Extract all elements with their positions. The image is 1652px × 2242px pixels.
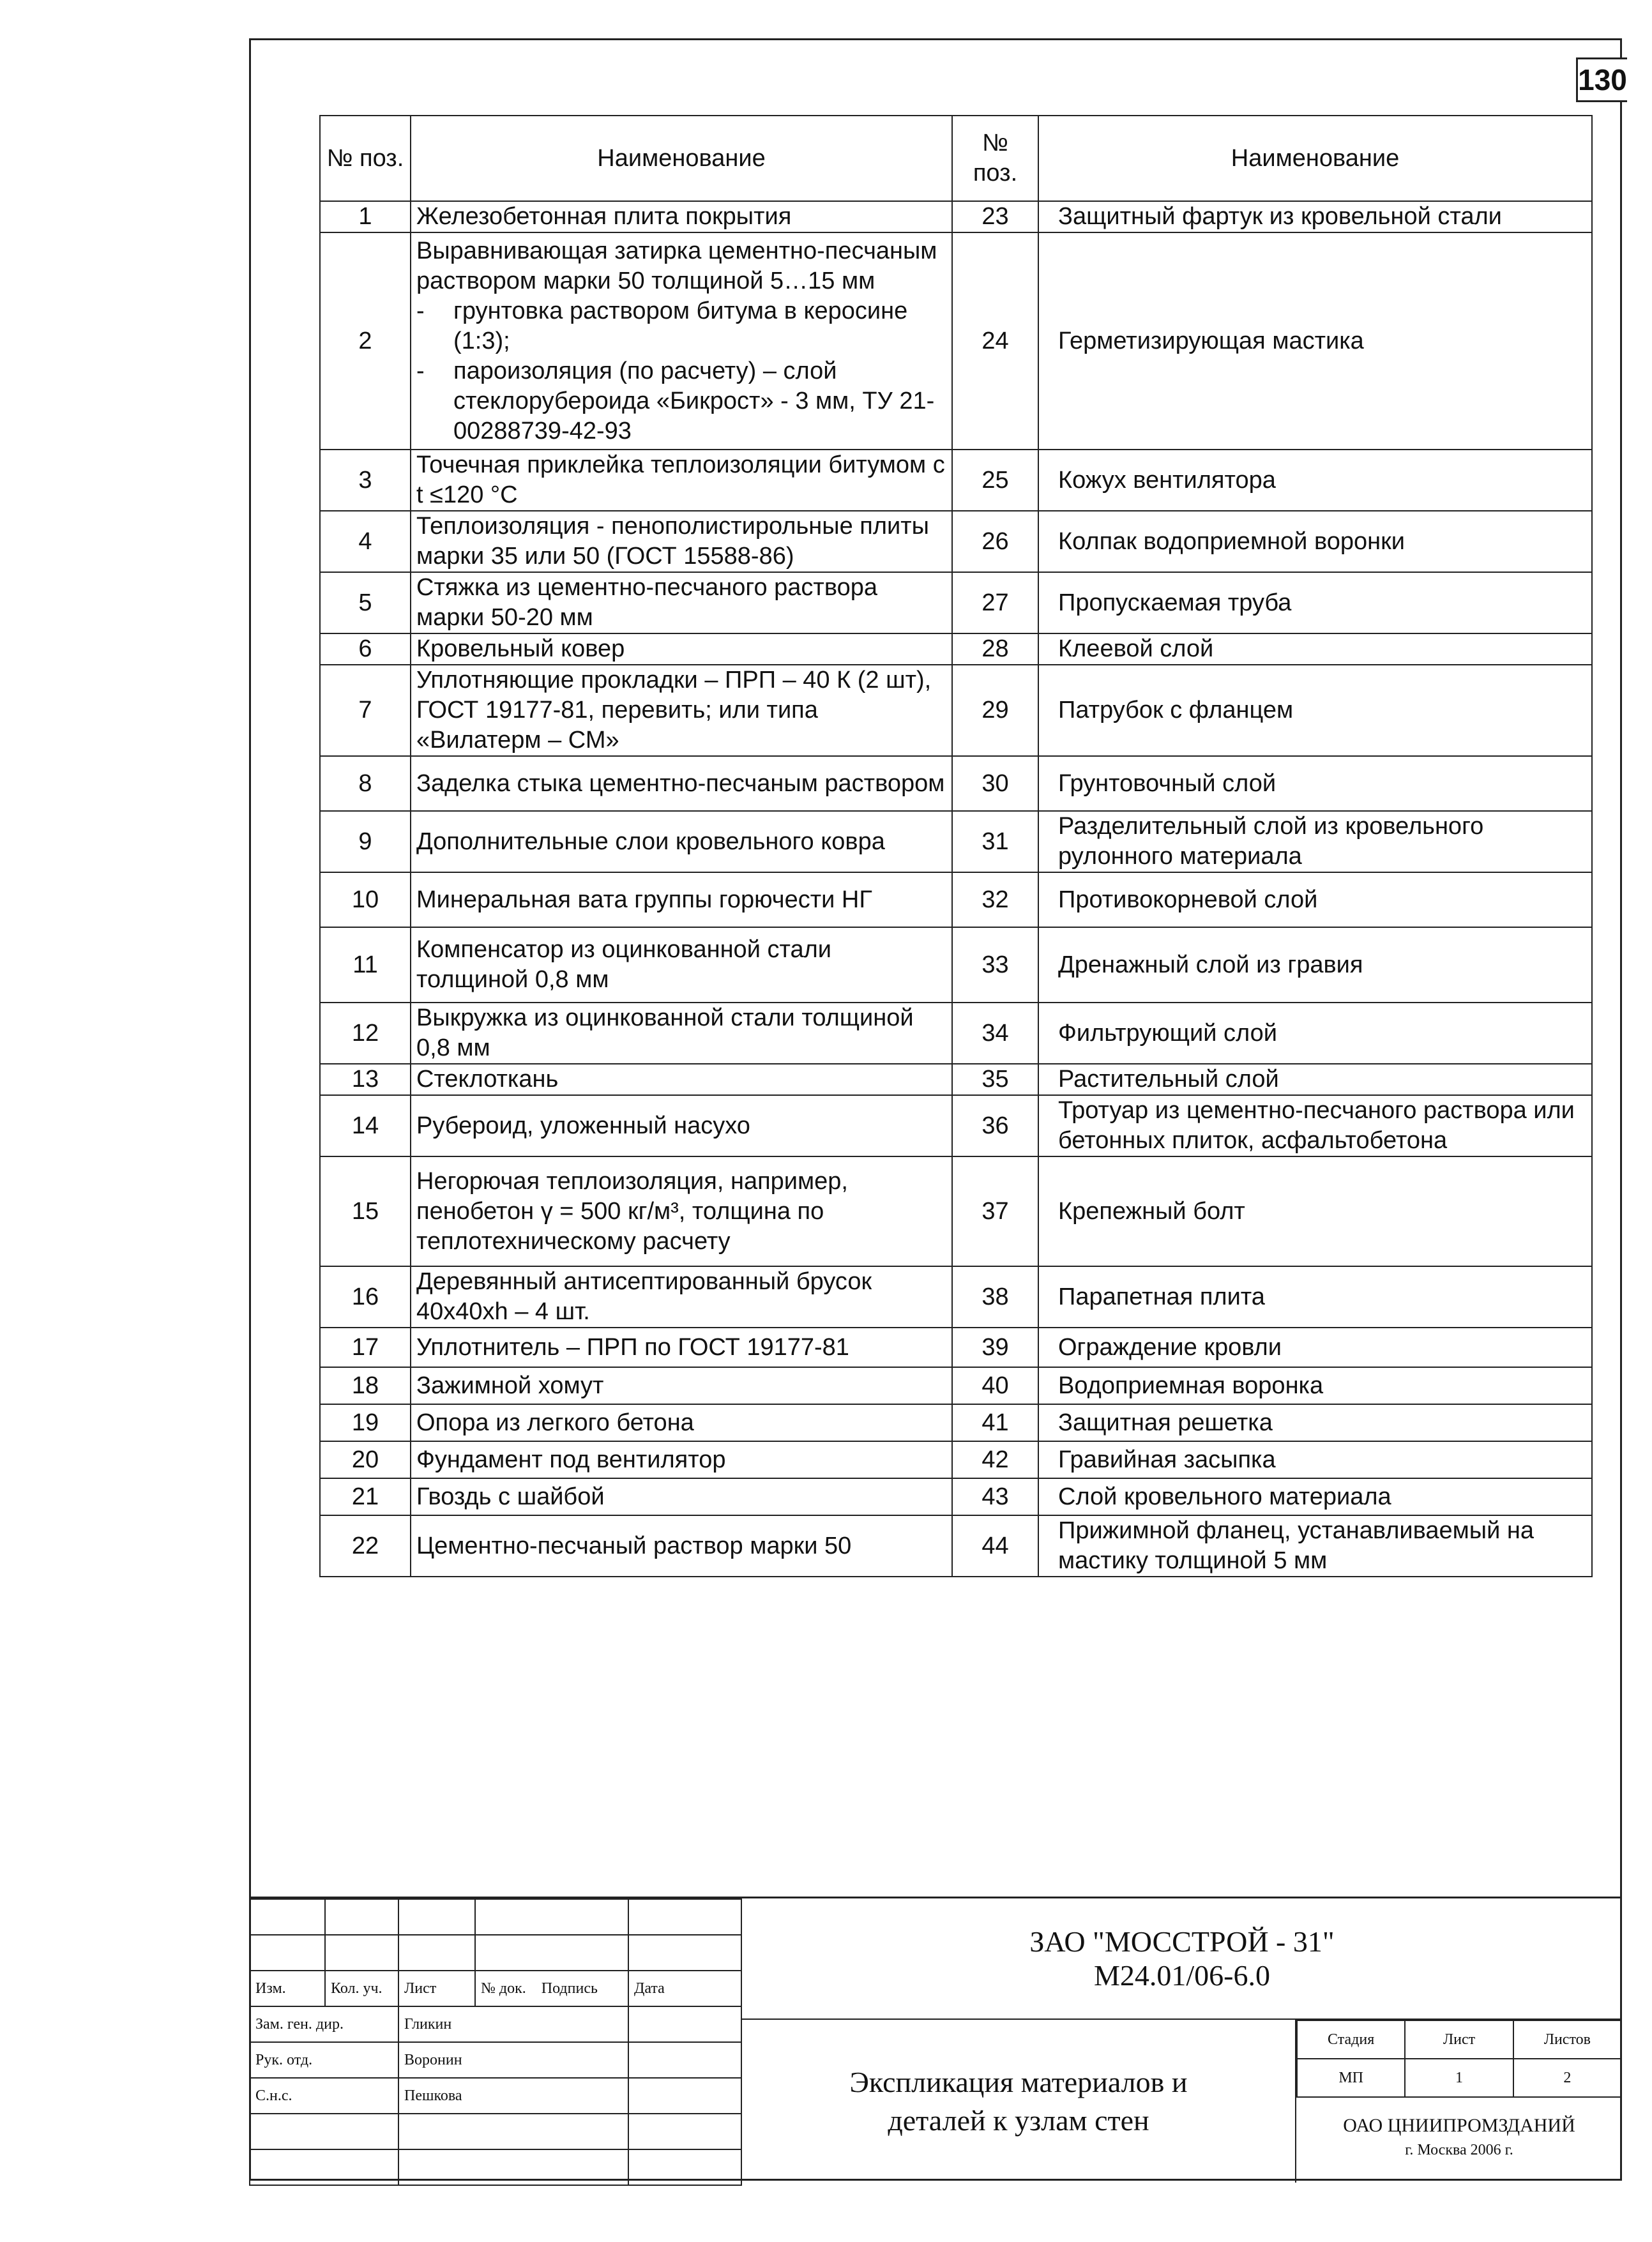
position-number-right: 42	[952, 1441, 1038, 1478]
table-row	[320, 1003, 1592, 1064]
col-izm: Изм.	[250, 1971, 325, 2006]
table-row	[320, 1367, 1592, 1404]
position-number-left: 17	[320, 1328, 411, 1367]
position-number-left: 15	[320, 1156, 411, 1266]
position-number-left: 14	[320, 1095, 411, 1156]
company-block	[1296, 2091, 1622, 2183]
role-name: Воронин	[398, 2042, 628, 2078]
table-row	[320, 1095, 1592, 1156]
item-name-left: Кровельный ковер	[411, 633, 952, 665]
document-title: Экспликация материалов и деталей к узлам стен	[741, 2020, 1296, 2183]
position-number-left: 22	[320, 1515, 411, 1577]
item-name-right: Водоприемная воронка	[1038, 1367, 1592, 1404]
organization-name: ЗАО "МОССТРОЙ - 31"	[1029, 1925, 1335, 1958]
table-row	[320, 572, 1592, 633]
item-name-right: Пропускаемая труба	[1038, 572, 1592, 633]
table-row	[320, 1328, 1592, 1367]
header-num-right: № поз.	[952, 116, 1038, 201]
position-number-right: 38	[952, 1266, 1038, 1328]
stage-table	[1296, 2020, 1622, 2098]
item-name-left: Гвоздь с шайбой	[411, 1478, 952, 1515]
position-number-left: 5	[320, 572, 411, 633]
item-sub-point: - пароизоляция (по расчету) – слой стеклоруберoида «Бикрост» - 3 мм, ТУ 21-00288739-42-93	[416, 357, 935, 444]
page-number: 130	[1576, 57, 1627, 102]
role-label: Зам. ген. дир.	[250, 2006, 398, 2042]
stage-value: МП	[1297, 2059, 1405, 2097]
position-number-left: 4	[320, 511, 411, 572]
position-number-left: 21	[320, 1478, 411, 1515]
item-name-right: Клеевой слой	[1038, 633, 1592, 665]
item-name-right: Колпак водоприемной воронки	[1038, 511, 1592, 572]
sheets-value: 2	[1513, 2059, 1621, 2097]
item-name-right: Герметизирующая мастика	[1038, 232, 1592, 450]
table-row	[320, 511, 1592, 572]
position-number-right: 31	[952, 811, 1038, 872]
position-number-left: 8	[320, 756, 411, 811]
position-number-left: 13	[320, 1064, 411, 1095]
position-number-left: 19	[320, 1404, 411, 1441]
item-name-left: Выкружка из оцинкованной стали толщиной 0,8 мм	[411, 1003, 952, 1064]
position-number-right: 27	[952, 572, 1038, 633]
col-podpis: Подпись	[541, 1980, 598, 1997]
item-name-left: Уплотнитель – ПРП по ГОСТ 19177-81	[411, 1328, 952, 1367]
position-number-left: 12	[320, 1003, 411, 1064]
item-name-left: Минеральная вата группы горючести НГ	[411, 872, 952, 927]
table-row	[320, 1515, 1592, 1577]
signature-row	[250, 2006, 741, 2042]
table-row	[320, 1156, 1592, 1266]
col-data: Дата	[628, 1971, 741, 2006]
position-number-left: 2	[320, 232, 411, 450]
role-label: Рук. отд.	[250, 2042, 398, 2078]
role-name: Пешкова	[398, 2078, 628, 2114]
item-name-left	[411, 232, 952, 450]
position-number-right: 33	[952, 927, 1038, 1003]
sheet-header: Лист	[1405, 2020, 1513, 2059]
item-name-right: Крепежный болт	[1038, 1156, 1592, 1266]
role-label: С.н.с.	[250, 2078, 398, 2114]
position-number-right: 41	[952, 1404, 1038, 1441]
revision-table	[249, 1898, 742, 2186]
item-name-left: Точечная приклейка теплоизоляции битумом с t ≤120 °С	[411, 450, 952, 511]
position-number-right: 44	[952, 1515, 1038, 1577]
table-row	[320, 232, 1592, 450]
position-number-left: 7	[320, 665, 411, 756]
col-kol-uch: Кол. уч.	[325, 1971, 398, 2006]
position-number-left: 10	[320, 872, 411, 927]
signature-row	[250, 2078, 741, 2114]
item-name-right: Парапетная плита	[1038, 1266, 1592, 1328]
position-number-left: 1	[320, 201, 411, 232]
position-number-right: 24	[952, 232, 1038, 450]
position-number-right: 23	[952, 201, 1038, 232]
item-name-left: Опора из легкого бетона	[411, 1404, 952, 1441]
position-number-right: 30	[952, 756, 1038, 811]
item-name-left: Железобетонная плита покрытия	[411, 201, 952, 232]
header-name-right: Наименование	[1038, 116, 1592, 201]
table-row	[320, 201, 1592, 232]
position-number-right: 34	[952, 1003, 1038, 1064]
item-name-left: Фундамент под вентилятор	[411, 1441, 952, 1478]
company-name: ОАО ЦНИИПРОМЗДАНИЙ	[1343, 2115, 1575, 2136]
position-number-left: 6	[320, 633, 411, 665]
position-number-left: 18	[320, 1367, 411, 1404]
item-name-right: Защитная решетка	[1038, 1404, 1592, 1441]
item-name-right: Слой кровельного материала	[1038, 1478, 1592, 1515]
position-number-left: 3	[320, 450, 411, 511]
position-number-right: 37	[952, 1156, 1038, 1266]
position-number-left: 16	[320, 1266, 411, 1328]
role-name: Гликин	[398, 2006, 628, 2042]
table-row	[320, 1266, 1592, 1328]
position-number-right: 26	[952, 511, 1038, 572]
item-name-left: Негорючая теплоизоляция, например, пенобетон γ = 500 кг/м³, толщина по теплотехническому расчету	[411, 1156, 952, 1266]
organization-block	[741, 1898, 1622, 2020]
position-number-right: 32	[952, 872, 1038, 927]
position-number-right: 40	[952, 1367, 1038, 1404]
position-number-right: 28	[952, 633, 1038, 665]
stage-header: Стадия	[1297, 2020, 1405, 2059]
position-number-right: 29	[952, 665, 1038, 756]
item-name-left: Цементно-песчаный раствор марки 50	[411, 1515, 952, 1577]
table-row	[320, 756, 1592, 811]
position-number-left: 11	[320, 927, 411, 1003]
item-name-left: Стеклоткань	[411, 1064, 952, 1095]
item-name-right: Ограждение кровли	[1038, 1328, 1592, 1367]
explication-table	[319, 115, 1593, 1577]
item-name-right: Грунтовочный слой	[1038, 756, 1592, 811]
col-doc: № док. Подпись	[475, 1971, 628, 2006]
item-name-left: Теплоизоляция - пенополистирольные плиты марки 35 или 50 (ГОСТ 15588-86)	[411, 511, 952, 572]
col-list: Лист	[398, 1971, 475, 2006]
position-number-left: 9	[320, 811, 411, 872]
item-name-left: Заделка стыка цементно-песчаным раствором	[411, 756, 952, 811]
position-number-right: 36	[952, 1095, 1038, 1156]
item-name-right: Тротуар из цементно-песчаного раствора или бетонных плиток, асфальтобетона	[1038, 1095, 1592, 1156]
header-name-left: Наименование	[411, 116, 952, 201]
table-row	[320, 1404, 1592, 1441]
table-row	[320, 927, 1592, 1003]
table-row	[320, 450, 1592, 511]
table-row	[320, 633, 1592, 665]
item-name-left: Компенсатор из оцинкованной стали толщиной 0,8 мм	[411, 927, 952, 1003]
table-row	[320, 1064, 1592, 1095]
table-row	[320, 811, 1592, 872]
header-num-left: № поз.	[320, 116, 411, 201]
item-sub-point: - грунтовка раствором битума в керосине (1:3);	[416, 297, 908, 354]
item-name-right: Дренажный слой из гравия	[1038, 927, 1592, 1003]
item-name-right: Противокорневой слой	[1038, 872, 1592, 927]
item-name-right: Патрубок с фланцем	[1038, 665, 1592, 756]
item-name-right: Защитный фартук из кровельной стали	[1038, 201, 1592, 232]
item-name-right: Фильтрующий слой	[1038, 1003, 1592, 1064]
item-name-main: Выравнивающая затирка цементно-песчаным раствором марки 50 толщиной 5…15 мм	[416, 237, 937, 294]
document-code: М24.01/06-6.0	[1094, 1959, 1270, 1992]
position-number-right: 43	[952, 1478, 1038, 1515]
item-name-left: Уплотняющие прокладки – ПРП – 40 К (2 шт), ГОСТ 19177-81, перевить; или типа «Вилатерм – СМ»	[411, 665, 952, 756]
table-row	[320, 872, 1592, 927]
position-number-right: 25	[952, 450, 1038, 511]
item-name-left: Дополнительные слои кровельного ковра	[411, 811, 952, 872]
sheet-value: 1	[1405, 2059, 1513, 2097]
table-body	[320, 201, 1592, 1577]
revision-header-row	[250, 1971, 741, 2006]
item-name-right: Разделительный слой из кровельного рулонного материала	[1038, 811, 1592, 872]
item-name-right: Растительный слой	[1038, 1064, 1592, 1095]
position-number-right: 35	[952, 1064, 1038, 1095]
item-name-left: Деревянный антисептированный брусок 40х40хh – 4 шт.	[411, 1266, 952, 1328]
item-name-right: Гравийная засыпка	[1038, 1441, 1592, 1478]
item-name-left: Рубероид, уложенный насухо	[411, 1095, 952, 1156]
item-name-left: Зажимной хомут	[411, 1367, 952, 1404]
title-block	[249, 1897, 1622, 2181]
position-number-right: 39	[952, 1328, 1038, 1367]
item-name-left: Стяжка из цементно-песчаного раствора марки 50-20 мм	[411, 572, 952, 633]
table-row	[320, 665, 1592, 756]
item-name-right: Кожух вентилятора	[1038, 450, 1592, 511]
item-name-right: Прижимной фланец, устанавливаемый на мастику толщиной 5 мм	[1038, 1515, 1592, 1577]
table-row	[320, 1478, 1592, 1515]
company-city: г. Москва 2006 г.	[1405, 2142, 1513, 2158]
sheets-header: Листов	[1513, 2020, 1621, 2059]
signature-row	[250, 2042, 741, 2078]
position-number-left: 20	[320, 1441, 411, 1478]
table-header-row	[320, 116, 1592, 201]
table-row	[320, 1441, 1592, 1478]
